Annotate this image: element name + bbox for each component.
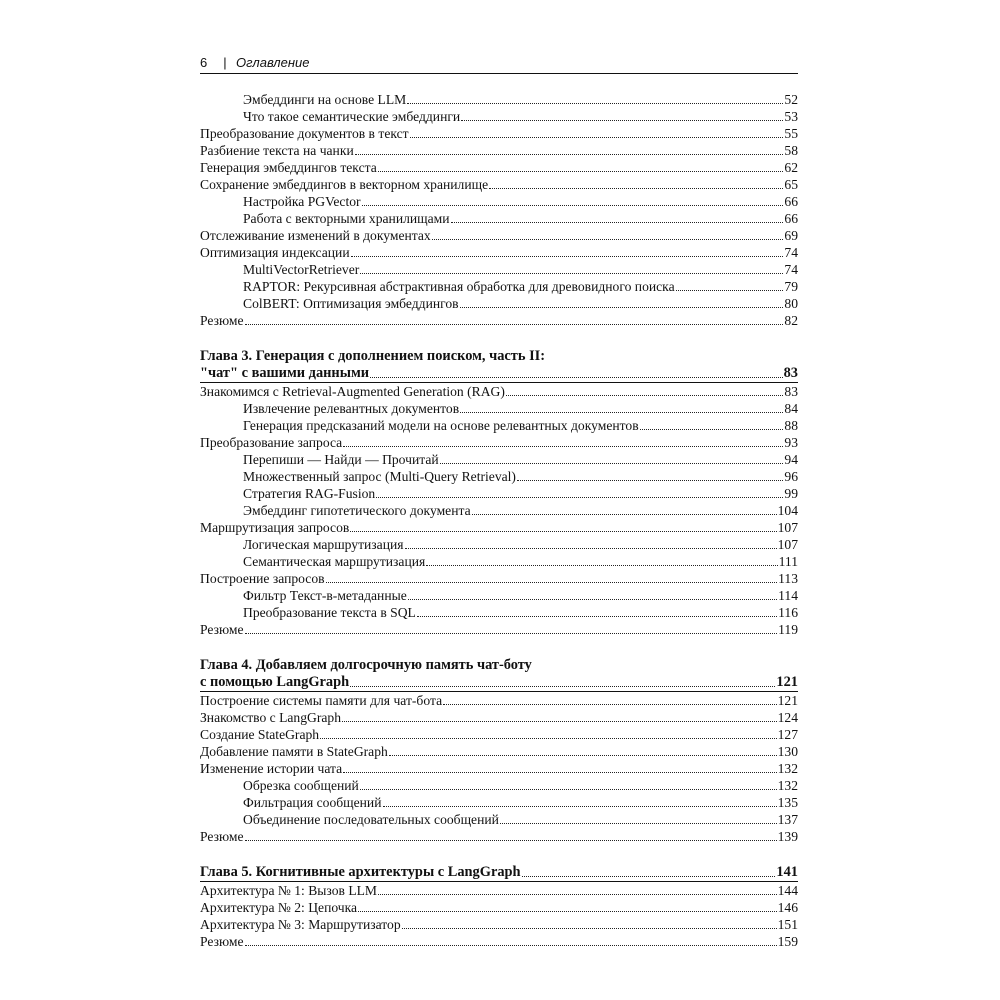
dot-leader: [360, 273, 783, 274]
dot-leader: [517, 480, 783, 481]
toc-entry-title: Эмбеддинг гипотетического документа: [243, 503, 471, 518]
toc-entry-page: 159: [777, 934, 798, 949]
toc-entry[interactable]: [200, 400, 798, 417]
toc-entry[interactable]: [200, 468, 798, 485]
dot-leader: [342, 721, 777, 722]
dot-leader: [378, 894, 777, 895]
toc-entry-page: 84: [784, 401, 798, 416]
toc-entry-title: Объединение последовательных сообщений: [243, 812, 499, 827]
toc-entry-page: 55: [784, 126, 798, 141]
toc-entry-title: Архитектура № 1: Вызов LLM: [200, 883, 378, 898]
toc-entry[interactable]: [200, 760, 798, 777]
dot-leader: [417, 616, 777, 617]
toc-entry-page: 69: [784, 228, 798, 243]
toc-entry-title: Перепиши — Найди — Прочитай: [243, 452, 439, 467]
dot-leader: [426, 565, 777, 566]
dot-leader: [676, 290, 784, 291]
toc-entry-title: Логическая маршрутизация: [243, 537, 404, 552]
toc-entry[interactable]: [200, 176, 798, 193]
dot-leader: [461, 120, 783, 121]
toc-entry-title: RAPTOR: Рекурсивная абстрактивная обработка для древовидного поиска: [243, 279, 675, 294]
toc-entry-title: ColBERT: Оптимизация эмбеддингов: [243, 296, 459, 311]
toc-entry[interactable]: [200, 899, 798, 916]
toc-entry[interactable]: [200, 142, 798, 159]
toc-entry-page: 58: [784, 143, 798, 158]
toc-entry[interactable]: [200, 882, 798, 899]
toc-entry[interactable]: [200, 278, 798, 295]
chapter-entry[interactable]: [200, 674, 798, 692]
toc-entry-title: Построение запросов: [200, 571, 325, 586]
dot-leader: [350, 531, 776, 532]
toc-entry-title: Резюме: [200, 934, 244, 949]
dot-leader: [443, 704, 777, 705]
toc-entry-page: 80: [784, 296, 798, 311]
toc-entry-page: 111: [778, 554, 798, 569]
header-separator: |: [223, 55, 227, 70]
dot-leader: [410, 137, 784, 138]
chapter-title-line2: с помощью LangGraph: [200, 674, 350, 690]
toc-entry[interactable]: [200, 726, 798, 743]
toc-entry[interactable]: [200, 502, 798, 519]
dot-leader: [376, 497, 783, 498]
toc-entry[interactable]: [200, 587, 798, 604]
dot-leader: [522, 876, 776, 877]
toc-entry-page: 79: [784, 279, 798, 294]
toc-entry-page: 74: [784, 262, 798, 277]
toc-entry[interactable]: [200, 159, 798, 176]
page-number: 6: [200, 55, 208, 70]
toc-entry-title: Сохранение эмбеддингов в векторном хранилище: [200, 177, 489, 192]
toc-entry-page: 53: [784, 109, 798, 124]
running-title: Оглавление: [236, 55, 310, 70]
toc-entry[interactable]: [200, 91, 798, 108]
toc-entry-title: Что такое семантические эмбеддинги: [243, 109, 461, 124]
toc-entry-title: Работа с векторными хранилищами: [243, 211, 450, 226]
dot-leader: [506, 395, 784, 396]
dot-leader: [326, 582, 778, 583]
toc-entry-page: 107: [777, 537, 798, 552]
toc-entry[interactable]: [200, 210, 798, 227]
chapter-entry[interactable]: [200, 864, 798, 882]
toc-entry[interactable]: [200, 604, 798, 621]
dot-leader: [640, 429, 784, 430]
toc-entry[interactable]: [200, 916, 798, 933]
toc-entry[interactable]: [200, 383, 798, 400]
dot-leader: [402, 928, 777, 929]
toc-entry-title: Генерация эмбеддингов текста: [200, 160, 377, 175]
toc-entry[interactable]: [200, 828, 798, 845]
toc-entry-page: 144: [777, 883, 798, 898]
toc-entry-title: Отслеживание изменений в документах: [200, 228, 431, 243]
chapter-title-line1: Глава 3. Генерация с дополнением поиском, часть II:: [200, 348, 546, 364]
dot-leader: [360, 789, 777, 790]
toc-entry-title: Резюме: [200, 829, 244, 844]
toc-entry-title: Знакомимся с Retrieval-Augmented Generation (RAG): [200, 384, 505, 399]
toc-entry-title: Резюме: [200, 622, 244, 637]
chapter-page-number: 121: [776, 674, 798, 690]
toc-section: [200, 91, 798, 329]
toc-entry[interactable]: [200, 536, 798, 553]
dot-leader: [245, 945, 777, 946]
toc-entry-page: 104: [777, 503, 798, 518]
dot-leader: [320, 738, 777, 739]
toc-entry-page: 66: [784, 194, 798, 209]
toc-entry[interactable]: [200, 811, 798, 828]
toc-entry-title: Извлечение релевантных документов: [243, 401, 460, 416]
toc-entry-page: 93: [784, 435, 798, 450]
toc-entry-title: Разбиение текста на чанки: [200, 143, 354, 158]
toc-entry[interactable]: [200, 553, 798, 570]
toc-entry-page: 66: [784, 211, 798, 226]
dot-leader: [432, 239, 784, 240]
toc-entry[interactable]: [200, 125, 798, 142]
toc-entry[interactable]: [200, 193, 798, 210]
toc-entry-title: Обрезка сообщений: [243, 778, 359, 793]
toc-entry-title: MultiVectorRetriever: [243, 262, 360, 277]
toc-entry-page: 146: [777, 900, 798, 915]
toc-entry-page: 124: [777, 710, 798, 725]
dot-leader: [405, 548, 777, 549]
toc-entry-page: 94: [784, 452, 798, 467]
toc-entry-page: 65: [784, 177, 798, 192]
page-header: [200, 53, 798, 74]
toc-entry-title: Маршрутизация запросов: [200, 520, 350, 535]
dot-leader: [362, 205, 784, 206]
toc-entry[interactable]: [200, 312, 798, 329]
toc-entry-page: 74: [784, 245, 798, 260]
toc-entry-page: 96: [784, 469, 798, 484]
toc-entry[interactable]: [200, 692, 798, 709]
toc-entry[interactable]: [200, 519, 798, 536]
toc-entry-page: 119: [778, 622, 798, 637]
toc-entry[interactable]: [200, 621, 798, 638]
toc-section: [200, 348, 798, 638]
toc-entry[interactable]: [200, 709, 798, 726]
toc-entry-page: 130: [777, 744, 798, 759]
toc-entry[interactable]: [200, 485, 798, 502]
toc-entry[interactable]: [200, 794, 798, 811]
toc-entry-page: 137: [777, 812, 798, 827]
toc-entry-page: 121: [777, 693, 798, 708]
toc-entry-page: 139: [777, 829, 798, 844]
toc-entry-page: 127: [777, 727, 798, 742]
toc-entry-title: Создание StateGraph: [200, 727, 320, 742]
chapter-page-number: 141: [776, 864, 798, 880]
chapter-title-line2: "чат" с вашими данными: [200, 365, 370, 381]
toc-entry-page: 99: [784, 486, 798, 501]
toc-entry-title: Преобразование запроса: [200, 435, 343, 450]
toc-entry-title: Знакомство с LangGraph: [200, 710, 342, 725]
dot-leader: [500, 823, 777, 824]
toc-entry[interactable]: [200, 933, 798, 950]
dot-leader: [451, 222, 784, 223]
toc-entry-page: 83: [784, 384, 798, 399]
toc-entry[interactable]: [200, 451, 798, 468]
toc-entry[interactable]: [200, 244, 798, 261]
dot-leader: [370, 377, 783, 378]
chapter-title-line2: Глава 5. Когнитивные архитектуры с LangGraph: [200, 864, 521, 880]
toc-entry-title: Множественный запрос (Multi-Query Retrieval): [243, 469, 516, 484]
dot-leader: [350, 686, 775, 687]
toc-entry-title: Добавление памяти в StateGraph: [200, 744, 388, 759]
toc-entry-title: Архитектура № 2: Цепочка: [200, 900, 358, 915]
toc-entry-title: Эмбеддинги на основе LLM: [243, 92, 407, 107]
toc-section: [200, 864, 798, 950]
toc-entry-title: Оптимизация индексации: [200, 245, 350, 260]
toc-entry-title: Архитектура № 3: Маршрутизатор: [200, 917, 401, 932]
toc-entry-page: 113: [778, 571, 798, 586]
toc-entry-title: Семантическая маршрутизация: [243, 554, 426, 569]
dot-leader: [351, 256, 784, 257]
toc-entry-title: Фильтр Текст-в-метаданные: [243, 588, 407, 603]
toc-entry-title: Построение системы памяти для чат-бота: [200, 693, 443, 708]
toc-entry-title: Фильтрация сообщений: [243, 795, 382, 810]
dot-leader: [343, 772, 776, 773]
dot-leader: [245, 324, 784, 325]
dot-leader: [389, 755, 777, 756]
toc-entry[interactable]: [200, 777, 798, 794]
dot-leader: [245, 840, 777, 841]
toc-entry-page: 88: [784, 418, 798, 433]
toc-entry-page: 82: [784, 313, 798, 328]
toc-entry-title: Изменение истории чата: [200, 761, 343, 776]
toc-entry-page: 116: [778, 605, 798, 620]
dot-leader: [460, 307, 784, 308]
toc-entry[interactable]: [200, 295, 798, 312]
dot-leader: [355, 154, 784, 155]
dot-leader: [407, 103, 783, 104]
dot-leader: [440, 463, 784, 464]
toc-entry[interactable]: [200, 417, 798, 434]
toc-entry-page: 135: [777, 795, 798, 810]
toc-entry-page: 107: [777, 520, 798, 535]
toc-entry[interactable]: [200, 261, 798, 278]
chapter-page-number: 83: [783, 365, 798, 381]
dot-leader: [245, 633, 778, 634]
toc-entry-page: 62: [784, 160, 798, 175]
chapter-title-line1: Глава 4. Добавляем долгосрочную память чат-боту: [200, 657, 532, 673]
toc-entry-title: Преобразование документов в текст: [200, 126, 409, 141]
toc-entry[interactable]: [200, 108, 798, 125]
toc-entry-page: 114: [778, 588, 798, 603]
toc-entry[interactable]: [200, 570, 798, 587]
toc-entry-page: 132: [777, 778, 798, 793]
toc-entry-title: Генерация предсказаний модели на основе релевантных документов: [243, 418, 639, 433]
table-of-contents: [200, 91, 798, 950]
toc-entry-title: Резюме: [200, 313, 244, 328]
toc-section: [200, 657, 798, 845]
dot-leader: [383, 806, 777, 807]
toc-entry[interactable]: [200, 743, 798, 760]
toc-entry-page: 151: [777, 917, 798, 932]
dot-leader: [489, 188, 783, 189]
dot-leader: [343, 446, 783, 447]
toc-entry-page: 52: [784, 92, 798, 107]
chapter-entry[interactable]: [200, 365, 798, 383]
dot-leader: [358, 911, 777, 912]
toc-entry-title: Преобразование текста в SQL: [243, 605, 416, 620]
dot-leader: [460, 412, 783, 413]
toc-entry-title: Стратегия RAG-Fusion: [243, 486, 376, 501]
dot-leader: [408, 599, 777, 600]
toc-entry[interactable]: [200, 434, 798, 451]
toc-entry-title: Настройка PGVector: [243, 194, 361, 209]
toc-entry-page: 132: [777, 761, 798, 776]
dot-leader: [472, 514, 777, 515]
toc-entry[interactable]: [200, 227, 798, 244]
dot-leader: [378, 171, 784, 172]
